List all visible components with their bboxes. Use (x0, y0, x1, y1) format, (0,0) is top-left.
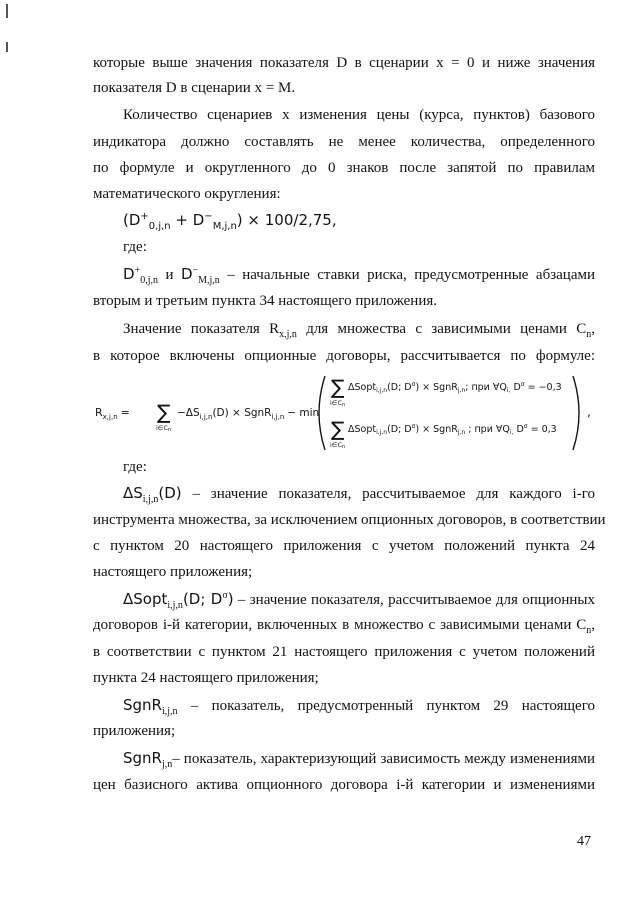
left-bracket (319, 376, 325, 450)
sum-sign-1: ∑ (157, 400, 171, 424)
paragraph-4-line-2: в которое включены опционные договоры, рассчитывается по формуле: (93, 348, 595, 364)
margin-mark-top (6, 4, 8, 18)
formula-term-1: $-\Delta S_{i,j,n}(D)$ × SgnR$_{i,j,n}$ − min (177, 407, 320, 421)
paragraph-7-line-1: SgnR$_{i,j,n}$ – показатель, предусмотренный пунктом 29 настоящего (123, 696, 595, 717)
sum-sign-3: ∑ (331, 417, 345, 441)
paragraph-6-line-2: договоров i-й категории, включенных в множество с зависимыми ценами $C_n$, (93, 617, 595, 636)
where-label-2: где: (123, 459, 147, 475)
paragraph-2-line-3: по формуле и округленного до 0 знаков после запятой по правилам (93, 160, 595, 176)
paragraph-3-line-2: вторым и третьим пункта 34 настоящего приложения. (93, 293, 438, 309)
paragraph-5-line-4: настоящего приложения; (93, 564, 253, 580)
formula-graphic (93, 372, 598, 454)
sum-subscript-2: i∈Cn (330, 399, 346, 408)
paragraph-2-line-4: математического округления: (93, 186, 281, 202)
paragraph-6-line-1: ΔSopt$_{i,j,n}$(D; $D^\sigma$) – значение показателя, рассчитываемое для опционных (123, 590, 595, 611)
paragraph-5-line-2: инструмента множества, за исключением опционных договоров, в соответствии (93, 512, 606, 528)
margin-mark-lower (6, 42, 8, 52)
paragraph-1-line-2: показателя D в сценарии x = M. (93, 80, 296, 96)
right-bracket (573, 376, 579, 450)
paragraph-7-line-2: приложения; (93, 723, 176, 739)
sum-subscript-3: i∈Cn (330, 441, 346, 450)
paragraph-5-line-3: с пунктом 20 настоящего приложения с учетом положений пункта 24 (93, 538, 595, 554)
paragraph-2-line-1: Количество сценариев x изменения цены (курса, пунктов) базового (123, 107, 595, 123)
where-label-1: где: (123, 239, 147, 255)
paragraph-4-line-1: Значение показателя $R_{x,j,n}$ для множества с зависимыми ценами $C_n$, (123, 321, 595, 340)
paragraph-3-line-1: $D^+_{0,j,n}$ и $D^-_{M,j,n}$ – начальные ставки риска, предусмотренные абзацами (123, 265, 596, 286)
page-number: 47 (577, 834, 591, 849)
paragraph-1-line-1: которые выше значения показателя D в сценарии x = 0 и ниже значения (93, 55, 595, 71)
sum-sign-2: ∑ (331, 375, 345, 399)
formula-trailing-comma: , (587, 405, 591, 419)
paragraph-8-line-1: SgnR$_{j,n}$– показатель, характеризующий зависимость между изменениями (123, 749, 595, 770)
formula-row-1: ΔSopt$_{i,j,n}$(D; $D^\sigma$) × SgnR$_{j,n}$; при $\forall Q_{i,}$ $D^\sigma = -0,3$ (348, 381, 562, 394)
paragraph-5-line-1: $\Delta S_{i,j,n}(D)$ – значение показателя, рассчитываемое для каждого i-го (123, 484, 595, 505)
paragraph-8-line-2: цен базисного актива опционного договора i-й категории и изменениями (93, 777, 595, 793)
paragraph-2-line-2: индикатора должно составлять не менее количества, определенного (93, 134, 595, 150)
formula-row-2: ΔSopt$_{i,j,n}$(D; $D^\sigma$) × SgnR$_{j,n}$ ; при $\forall Q_{i,}$ $D^\sigma = 0,3$ (348, 423, 557, 436)
sum-subscript-1: i∈Cn (156, 424, 172, 433)
paragraph-6-line-4: пункта 24 настоящего приложения; (93, 670, 319, 686)
formula-initial-rates: $(D^+_{0,j,n} + D^-_{M,j,n}) \times 100/2,75$, (123, 211, 337, 232)
formula-lhs: $R_{x,j,n}$ = (95, 406, 130, 421)
paragraph-6-line-3: в соответствии с пунктом 21 настоящего приложения с учетом положений (93, 644, 595, 660)
formula-risk-indicator (93, 372, 598, 454)
